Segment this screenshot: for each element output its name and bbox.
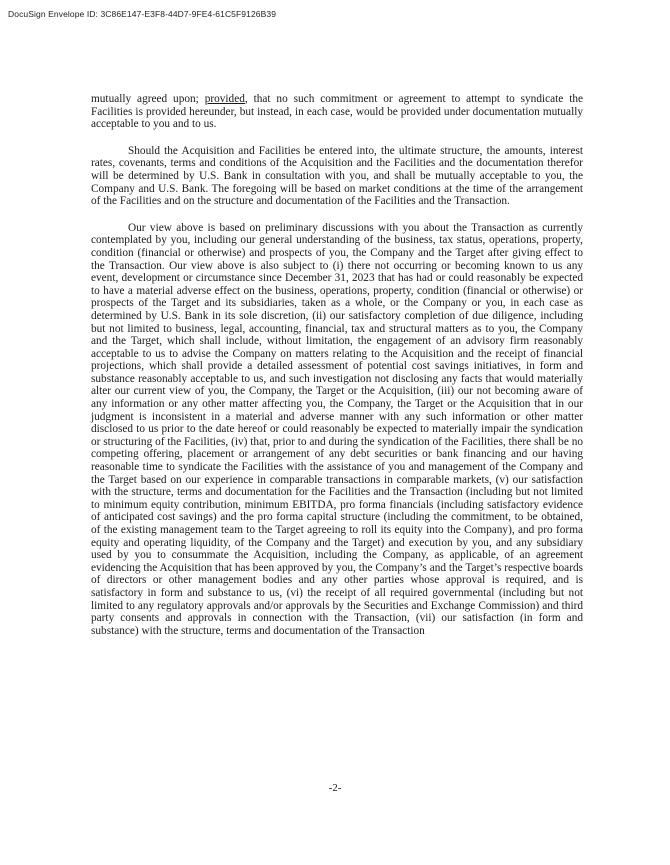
paragraph-continuation: [91, 93, 583, 131]
paragraph-structure-terms: Should the Acquisition and Facilities be entered into, the ultimate structure, the amounts, interest rates, covenants, terms and conditions of the Acquisition and the Facilities and the documentation therefor will be determined by U.S. Bank in consultation with you, and shall be mutually acceptable to you, the Company and U.S. Bank. The foregoing will be based on market conditions at the time of the arrangement of the Facilities and on the structure and documentation of the Facilities and the Transaction.: [91, 144, 583, 208]
page-number: -2-: [328, 782, 342, 794]
docusign-envelope-id: DocuSign Envelope ID: 3C86E147-E3F8-44D7-9FE4-61C5F9126B39: [8, 9, 277, 19]
letter-body: [91, 93, 583, 651]
provided-underlined-term: provided: [204, 93, 245, 105]
paragraph-continuation-text-b: , that no such commitment or agreement to attempt to syndicate the Facilities is provided hereunder, but instead, in each case, would be provided under documentation mutually acceptable to you and to us.: [91, 93, 584, 131]
paragraph-conditions: Our view above is based on preliminary discussions with you about the Transaction as currently contemplated by you, including our general understanding of the business, tax status, operations, property, condition (financial or otherwise) and prospects of you, the Company and the Target after giving effect to the Transaction. Our view above is also subject to (i) there not occurring or becoming known to us any event, development or circumstance since December 31, 2023 that has had or could reasonably be expected to have a material adverse effect on the business, operations, property, condition (financial or otherwise) or prospects of the Target and its subsidiaries, taken as a whole, or the Company or you, in each case as determined by U.S. Bank in its sole discretion, (ii) our satisfactory completion of due diligence, including but not limited to business, legal, accounting, financial, tax and structural matters as to you, the Company and the Target, which shall include, without limitation, the engagement of an advisory firm reasonably acceptable to us to advise the Company on matters relating to the Acquisition and the receipt of financial projections, which shall provide a detailed assessment of potential cost savings initiatives, in form and substance reasonably acceptable to us, and such investigation not disclosing any facts that would materially alter our current view of you, the Company, the Target or the Acquisition, (iii) our not becoming aware of any information or any other matter affecting you, the Company, the Target or the Acquisition that in our judgment is inconsistent in a material and adverse manner with any such information or other matter disclosed to us prior to the date hereof or could reasonably be expected to materially impair the syndication or structuring of the Facilities, (iv) that, prior to and during the syndication of the Facilities, there shall be no competing offering, placement or arrangement of any debt securities or bank financing and our having reasonable time to syndicate the Facilities with the assistance of you and management of the Company and the Target based on our experience in comparable transactions in comparable markets, (v) our satisfaction with the structure, terms and documentation for the Facilities and the Transaction (including but not limited to minimum equity contribution, minimum EBITDA, pro forma financials (including satisfactory evidence of anticipated cost savings) and the pro forma capital structure (including the commitment, to be obtained, of the existing management team to the Target agreeing to roll its equity into the Company), and pro forma equity and operating liquidity, of the Company and the Target) and execution by you, and any subsidiary used by you to consummate the Acquisition, including the Company, as applicable, of an agreement evidencing the Acquisition that has been approved by you, the Company’s and the Target’s respective boards of directors or other management bodies and any other parties whose approval is required, and is satisfactory in form and substance to us, (vi) the receipt of all required governmental (including but not limited to any regulatory approvals and/or approvals by the Securities and Exchange Commission) and third party consents and approvals in connection with the Transaction, (vii) our satisfaction (in form and substance) with the structure, terms and documentation of the Transaction: [91, 221, 583, 637]
paragraph-continuation-text-a: mutually agreed upon;: [91, 93, 205, 105]
